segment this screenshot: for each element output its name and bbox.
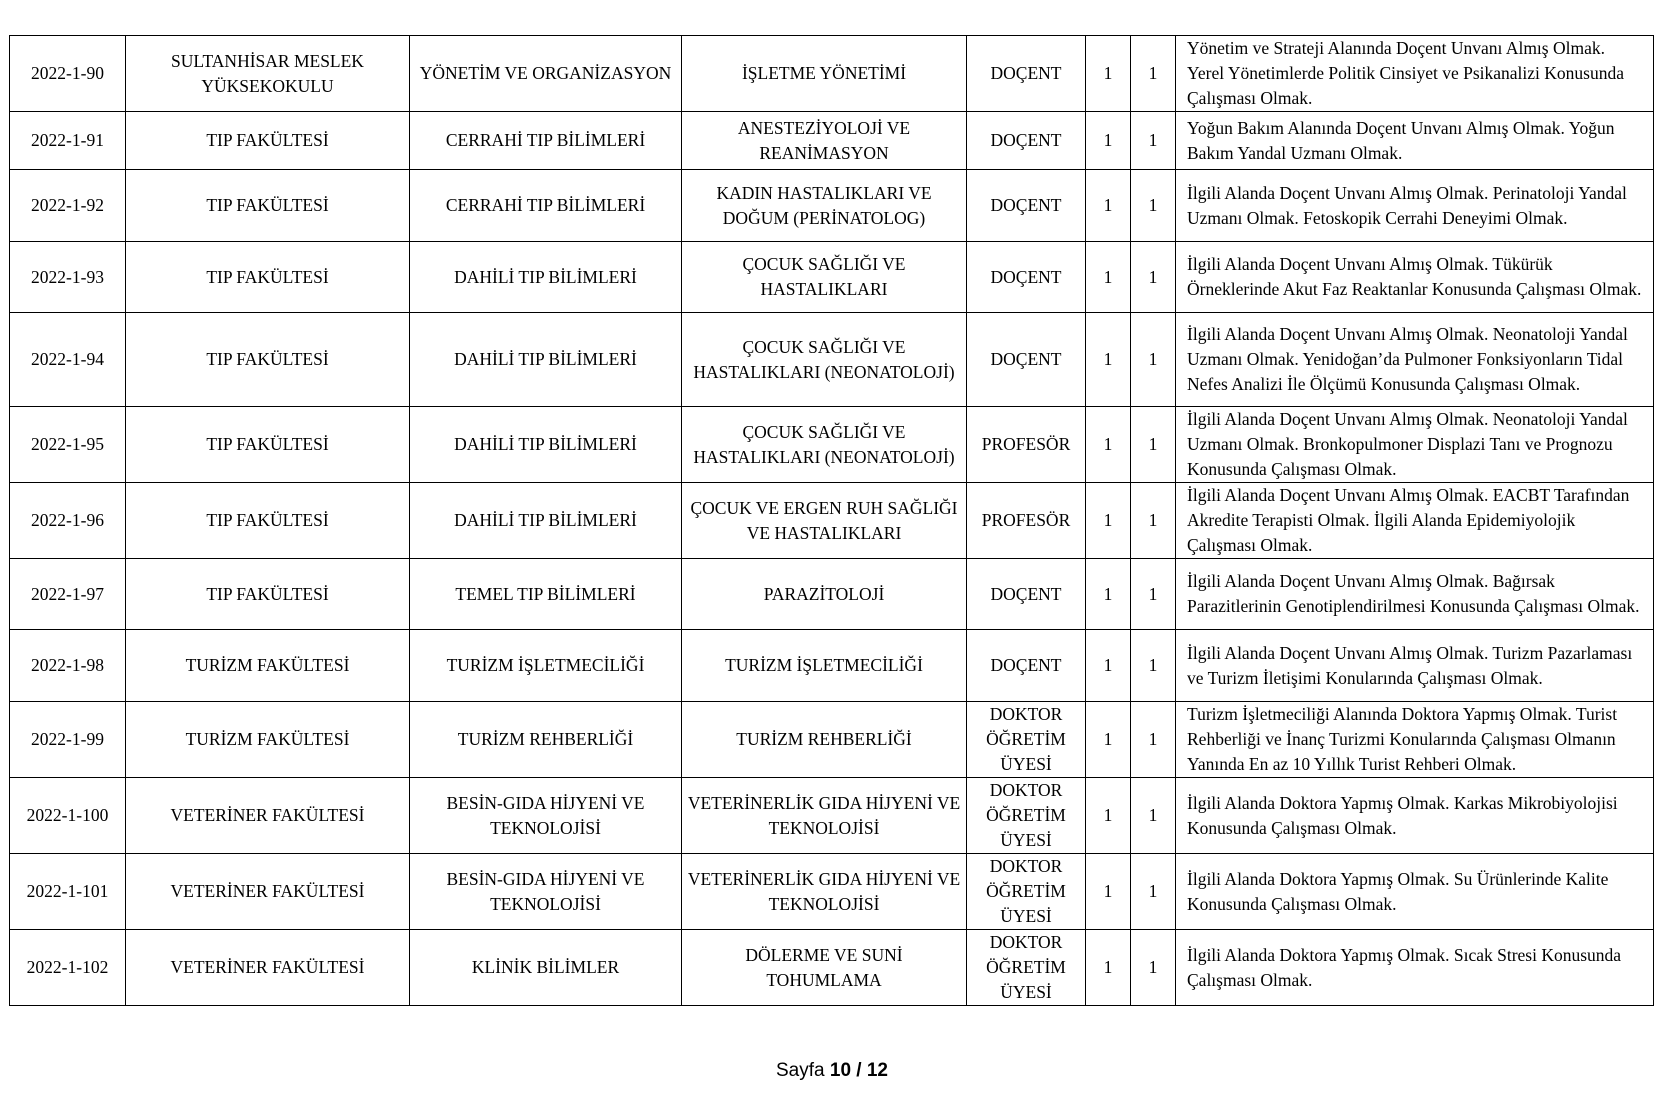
cell-title: DOÇENT (967, 112, 1086, 170)
cell-count-1: 1 (1086, 407, 1131, 483)
table-row (10, 36, 1654, 112)
cell-department: TURİZM REHBERLİĞİ (410, 702, 682, 778)
cell-conditions: İlgili Alanda Doçent Unvanı Almış Olmak. Neonatoloji Yandal Uzmanı Olmak. Bronkopulmoner Displazi Tanı ve Prognozu Konusunda Çalışması Olmak. (1176, 407, 1654, 483)
page-footer (0, 1060, 1664, 1082)
cell-count-1: 1 (1086, 630, 1131, 702)
cell-position-no: 2022-1-97 (10, 559, 126, 630)
cell-title: DOÇENT (967, 559, 1086, 630)
cell-position-no: 2022-1-94 (10, 313, 126, 407)
cell-department: DAHİLİ TIP BİLİMLERİ (410, 483, 682, 559)
cell-count-1: 1 (1086, 112, 1131, 170)
cell-position-no: 2022-1-100 (10, 778, 126, 854)
cell-department: DAHİLİ TIP BİLİMLERİ (410, 242, 682, 313)
cell-conditions: İlgili Alanda Doçent Unvanı Almış Olmak. Turizm Pazarlaması ve Turizm İletişimi Konularında Çalışması Olmak. (1176, 630, 1654, 702)
cell-title: DOÇENT (967, 36, 1086, 112)
cell-conditions: İlgili Alanda Doktora Yapmış Olmak. Sıcak Stresi Konusunda Çalışması Olmak. (1176, 930, 1654, 1006)
cell-department: YÖNETİM VE ORGANİZASYON (410, 36, 682, 112)
page-separator: / (856, 1060, 862, 1081)
cell-field: ÇOCUK SAĞLIĞI VE HASTALIKLARI (682, 242, 967, 313)
cell-count-1: 1 (1086, 702, 1131, 778)
cell-department: BESİN-GIDA HİJYENİ VE TEKNOLOJİSİ (410, 778, 682, 854)
cell-faculty: TIP FAKÜLTESİ (126, 483, 410, 559)
cell-position-no: 2022-1-91 (10, 112, 126, 170)
cell-conditions: İlgili Alanda Doçent Unvanı Almış Olmak. Tükürük Örneklerinde Akut Faz Reaktanlar Konusunda Çalışması Olmak. (1176, 242, 1654, 313)
table-row (10, 242, 1654, 313)
cell-count-1: 1 (1086, 930, 1131, 1006)
cell-count-2: 1 (1131, 242, 1176, 313)
cell-position-no: 2022-1-98 (10, 630, 126, 702)
cell-conditions: Turizm İşletmeciliği Alanında Doktora Yapmış Olmak. Turist Rehberliği ve İnanç Turizmi Konularında Çalışması Olmanın Yanında En az 10 Yıllık Turist Rehberi Olmak. (1176, 702, 1654, 778)
cell-position-no: 2022-1-99 (10, 702, 126, 778)
cell-field: ÇOCUK SAĞLIĞI VE HASTALIKLARI (NEONATOLOJİ) (682, 407, 967, 483)
cell-field: İŞLETME YÖNETİMİ (682, 36, 967, 112)
table-row (10, 112, 1654, 170)
cell-position-no: 2022-1-95 (10, 407, 126, 483)
cell-count-1: 1 (1086, 242, 1131, 313)
cell-title: PROFESÖR (967, 483, 1086, 559)
cell-field: TURİZM REHBERLİĞİ (682, 702, 967, 778)
table-row (10, 854, 1654, 930)
cell-count-2: 1 (1131, 854, 1176, 930)
cell-faculty: SULTANHİSAR MESLEK YÜKSEKOKULU (126, 36, 410, 112)
cell-title: DOKTOR ÖĞRETİM ÜYESİ (967, 778, 1086, 854)
cell-conditions: Yoğun Bakım Alanında Doçent Unvanı Almış Olmak. Yoğun Bakım Yandal Uzmanı Olmak. (1176, 112, 1654, 170)
cell-count-2: 1 (1131, 407, 1176, 483)
cell-title: DOÇENT (967, 630, 1086, 702)
cell-department: CERRAHİ TIP BİLİMLERİ (410, 112, 682, 170)
cell-department: TURİZM İŞLETMECİLİĞİ (410, 630, 682, 702)
cell-conditions: İlgili Alanda Doçent Unvanı Almış Olmak. Bağırsak Parazitlerinin Genotiplendirilmesi Konusunda Çalışması Olmak. (1176, 559, 1654, 630)
cell-count-2: 1 (1131, 630, 1176, 702)
cell-position-no: 2022-1-101 (10, 854, 126, 930)
cell-field: VETERİNERLİK GIDA HİJYENİ VE TEKNOLOJİSİ (682, 854, 967, 930)
cell-count-2: 1 (1131, 778, 1176, 854)
cell-faculty: TIP FAKÜLTESİ (126, 559, 410, 630)
cell-position-no: 2022-1-93 (10, 242, 126, 313)
cell-count-1: 1 (1086, 854, 1131, 930)
cell-field: VETERİNERLİK GIDA HİJYENİ VE TEKNOLOJİSİ (682, 778, 967, 854)
table-body (10, 36, 1654, 1006)
cell-field: ÇOCUK VE ERGEN RUH SAĞLIĞI VE HASTALIKLARI (682, 483, 967, 559)
cell-faculty: VETERİNER FAKÜLTESİ (126, 778, 410, 854)
cell-faculty: TIP FAKÜLTESİ (126, 407, 410, 483)
cell-count-1: 1 (1086, 483, 1131, 559)
cell-count-2: 1 (1131, 930, 1176, 1006)
total-pages: 12 (866, 1060, 888, 1081)
cell-count-1: 1 (1086, 559, 1131, 630)
cell-faculty: TIP FAKÜLTESİ (126, 112, 410, 170)
cell-title: DOKTOR ÖĞRETİM ÜYESİ (967, 702, 1086, 778)
cell-conditions: İlgili Alanda Doktora Yapmış Olmak. Karkas Mikrobiyolojisi Konusunda Çalışması Olmak. (1176, 778, 1654, 854)
cell-department: DAHİLİ TIP BİLİMLERİ (410, 407, 682, 483)
cell-faculty: TIP FAKÜLTESİ (126, 313, 410, 407)
cell-field: PARAZİTOLOJİ (682, 559, 967, 630)
cell-count-1: 1 (1086, 313, 1131, 407)
cell-count-2: 1 (1131, 36, 1176, 112)
cell-department: DAHİLİ TIP BİLİMLERİ (410, 313, 682, 407)
cell-title: DOKTOR ÖĞRETİM ÜYESİ (967, 930, 1086, 1006)
cell-count-2: 1 (1131, 483, 1176, 559)
table-row (10, 930, 1654, 1006)
cell-count-1: 1 (1086, 778, 1131, 854)
cell-title: DOÇENT (967, 242, 1086, 313)
cell-title: DOÇENT (967, 170, 1086, 242)
cell-faculty: VETERİNER FAKÜLTESİ (126, 854, 410, 930)
cell-faculty: TURİZM FAKÜLTESİ (126, 630, 410, 702)
cell-count-2: 1 (1131, 313, 1176, 407)
cell-conditions: İlgili Alanda Doçent Unvanı Almış Olmak. Neonatoloji Yandal Uzmanı Olmak. Yenidoğan’da Pulmoner Fonksiyonların Tidal Nefes Analizi İle Ölçümü Konusunda Çalışması Olmak. (1176, 313, 1654, 407)
table-row (10, 313, 1654, 407)
cell-conditions: İlgili Alanda Doçent Unvanı Almış Olmak. Perinatoloji Yandal Uzmanı Olmak. Fetoskopik Cerrahi Deneyimi Olmak. (1176, 170, 1654, 242)
cell-count-2: 1 (1131, 702, 1176, 778)
cell-faculty: TURİZM FAKÜLTESİ (126, 702, 410, 778)
cell-department: CERRAHİ TIP BİLİMLERİ (410, 170, 682, 242)
cell-department: KLİNİK BİLİMLER (410, 930, 682, 1006)
positions-table (9, 35, 1654, 1006)
cell-position-no: 2022-1-90 (10, 36, 126, 112)
cell-department: TEMEL TIP BİLİMLERİ (410, 559, 682, 630)
cell-field: TURİZM İŞLETMECİLİĞİ (682, 630, 967, 702)
cell-faculty: TIP FAKÜLTESİ (126, 170, 410, 242)
cell-faculty: VETERİNER FAKÜLTESİ (126, 930, 410, 1006)
cell-conditions: İlgili Alanda Doktora Yapmış Olmak. Su Ürünlerinde Kalite Konusunda Çalışması Olmak. (1176, 854, 1654, 930)
cell-title: DOÇENT (967, 313, 1086, 407)
cell-field: ANESTEZİYOLOJİ VE REANİMASYON (682, 112, 967, 170)
cell-title: DOKTOR ÖĞRETİM ÜYESİ (967, 854, 1086, 930)
table-row (10, 702, 1654, 778)
cell-count-2: 1 (1131, 559, 1176, 630)
cell-title: PROFESÖR (967, 407, 1086, 483)
table-row (10, 407, 1654, 483)
cell-position-no: 2022-1-96 (10, 483, 126, 559)
cell-count-2: 1 (1131, 170, 1176, 242)
cell-position-no: 2022-1-102 (10, 930, 126, 1006)
current-page: 10 (829, 1060, 852, 1081)
cell-position-no: 2022-1-92 (10, 170, 126, 242)
cell-count-1: 1 (1086, 170, 1131, 242)
cell-count-1: 1 (1086, 36, 1131, 112)
cell-count-2: 1 (1131, 112, 1176, 170)
cell-department: BESİN-GIDA HİJYENİ VE TEKNOLOJİSİ (410, 854, 682, 930)
page-label: Sayfa (776, 1060, 825, 1081)
table-row (10, 778, 1654, 854)
cell-conditions: Yönetim ve Strateji Alanında Doçent Unvanı Almış Olmak. Yerel Yönetimlerde Politik Cinsiyet ve Psikanalizi Konusunda Çalışması Olmak. (1176, 36, 1654, 112)
table-row (10, 630, 1654, 702)
cell-faculty: TIP FAKÜLTESİ (126, 242, 410, 313)
cell-conditions: İlgili Alanda Doçent Unvanı Almış Olmak. EACBT Tarafından Akredite Terapisti Olmak. İlgili Alanda Epidemiyolojik Çalışması Olmak. (1176, 483, 1654, 559)
table-row (10, 483, 1654, 559)
cell-field: ÇOCUK SAĞLIĞI VE HASTALIKLARI (NEONATOLOJİ) (682, 313, 967, 407)
cell-field: DÖLERME VE SUNİ TOHUMLAMA (682, 930, 967, 1006)
cell-field: KADIN HASTALIKLARI VE DOĞUM (PERİNATOLOG) (682, 170, 967, 242)
table-row (10, 170, 1654, 242)
table-row (10, 559, 1654, 630)
